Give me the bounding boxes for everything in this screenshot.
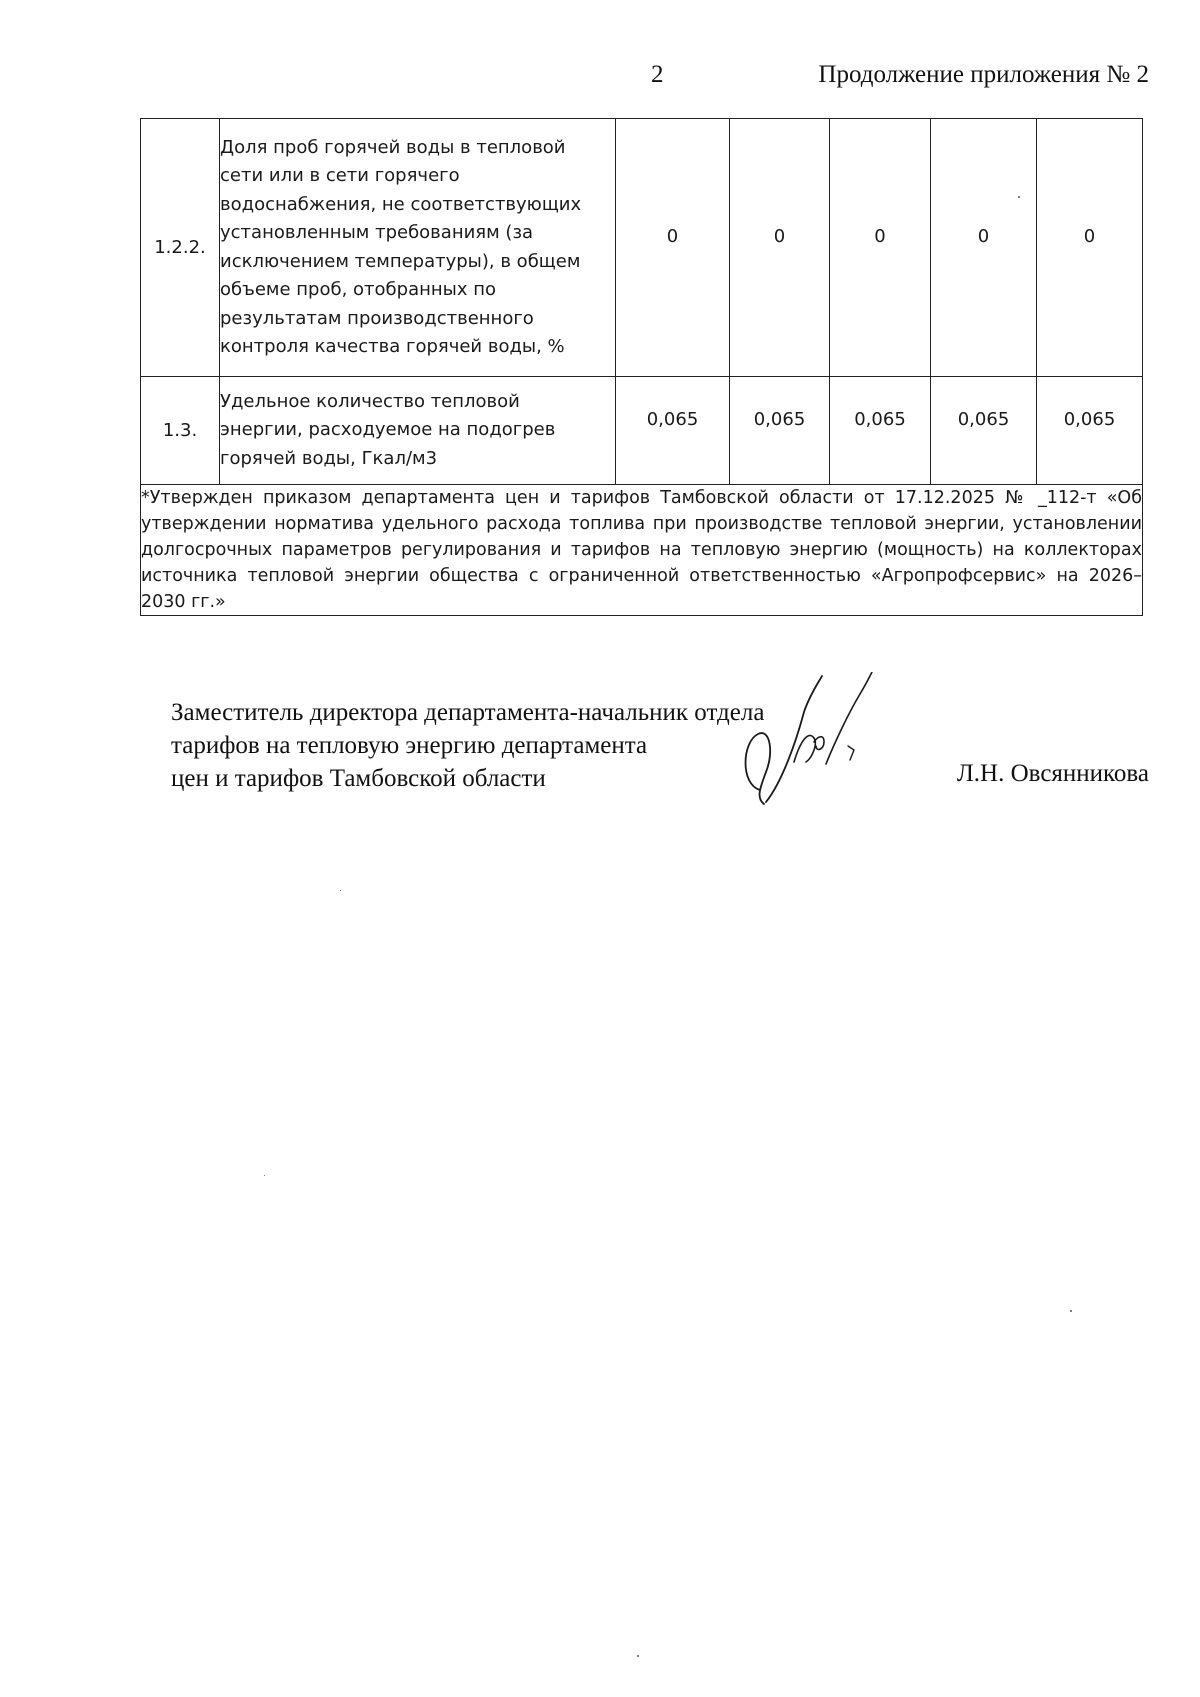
handwritten-signature — [730, 672, 900, 822]
row-description — [220, 377, 616, 485]
description-line: объеме проб, отобранных по — [220, 279, 497, 300]
footnote-row — [141, 485, 1143, 616]
row-number: 1.3. — [141, 377, 220, 485]
indicators-table — [140, 118, 1143, 616]
position-line: тарифов на тепловую энергию департамента — [171, 732, 648, 759]
scan-speck — [637, 1655, 639, 1657]
signatory-position — [171, 696, 764, 795]
scan-speck — [340, 890, 341, 891]
value-cell: 0,065 — [931, 377, 1037, 485]
description-line: водоснабжения, не соответствующих — [220, 193, 582, 215]
row-number: 1.2.2. — [141, 119, 220, 377]
table-row — [141, 377, 1143, 485]
page-number: 2 — [651, 61, 664, 88]
description-line: Удельное количество тепловой — [220, 390, 520, 412]
value-cell: 0 — [830, 119, 931, 377]
row-description — [220, 119, 616, 377]
description-line: исключением температуры), в общем — [220, 250, 581, 272]
position-line: Заместитель директора департамента-начальник отдела — [171, 699, 765, 726]
value-cell: 0 — [730, 119, 830, 377]
value-cell: 0,065 — [1037, 377, 1143, 485]
position-line: цен и тарифов Тамбовской области — [171, 765, 546, 792]
value-cell: 0 — [1037, 119, 1143, 377]
description-line: результатам производственного — [220, 307, 534, 329]
table-row — [141, 119, 1143, 377]
signer-name: Л.Н. Овсянникова — [956, 760, 1149, 787]
footnote: *Утвержден приказом департамента цен и тарифов Тамбовской области от 17.12.2025 № _112-т «Об утверждении норматива удельного расхода топлива при производстве тепловой энергии, установлении долгосрочных параметров регулирования и тарифов на тепловую энергию (мощность) на коллекторах источника тепловой энергии общества с ограниченной ответственностью «Агропрофсервис» на 2026–2030 гг.» — [141, 485, 1143, 616]
value-cell: 0 — [931, 119, 1037, 377]
appendix-continuation-note: Продолжение приложения № 2 — [818, 61, 1149, 88]
scan-speck — [1018, 196, 1020, 198]
description-line: горячей воды, Гкал/м3 — [220, 447, 438, 469]
value-cell: 0,065 — [830, 377, 931, 485]
description-line: установленным требованиям (за — [220, 222, 534, 243]
value-cell: 0 — [616, 119, 730, 377]
scan-speck — [264, 1175, 265, 1176]
scan-speck — [1070, 1310, 1072, 1312]
description-line: энергии, расходуемое на подогрев — [220, 419, 556, 441]
description-line: контроля качества горячей воды, % — [220, 336, 565, 357]
value-cell: 0,065 — [616, 377, 730, 485]
value-cell: 0,065 — [730, 377, 830, 485]
description-line: Доля проб горячей воды в тепловой — [220, 136, 566, 158]
description-line: сети или в сети горячего — [220, 165, 460, 186]
